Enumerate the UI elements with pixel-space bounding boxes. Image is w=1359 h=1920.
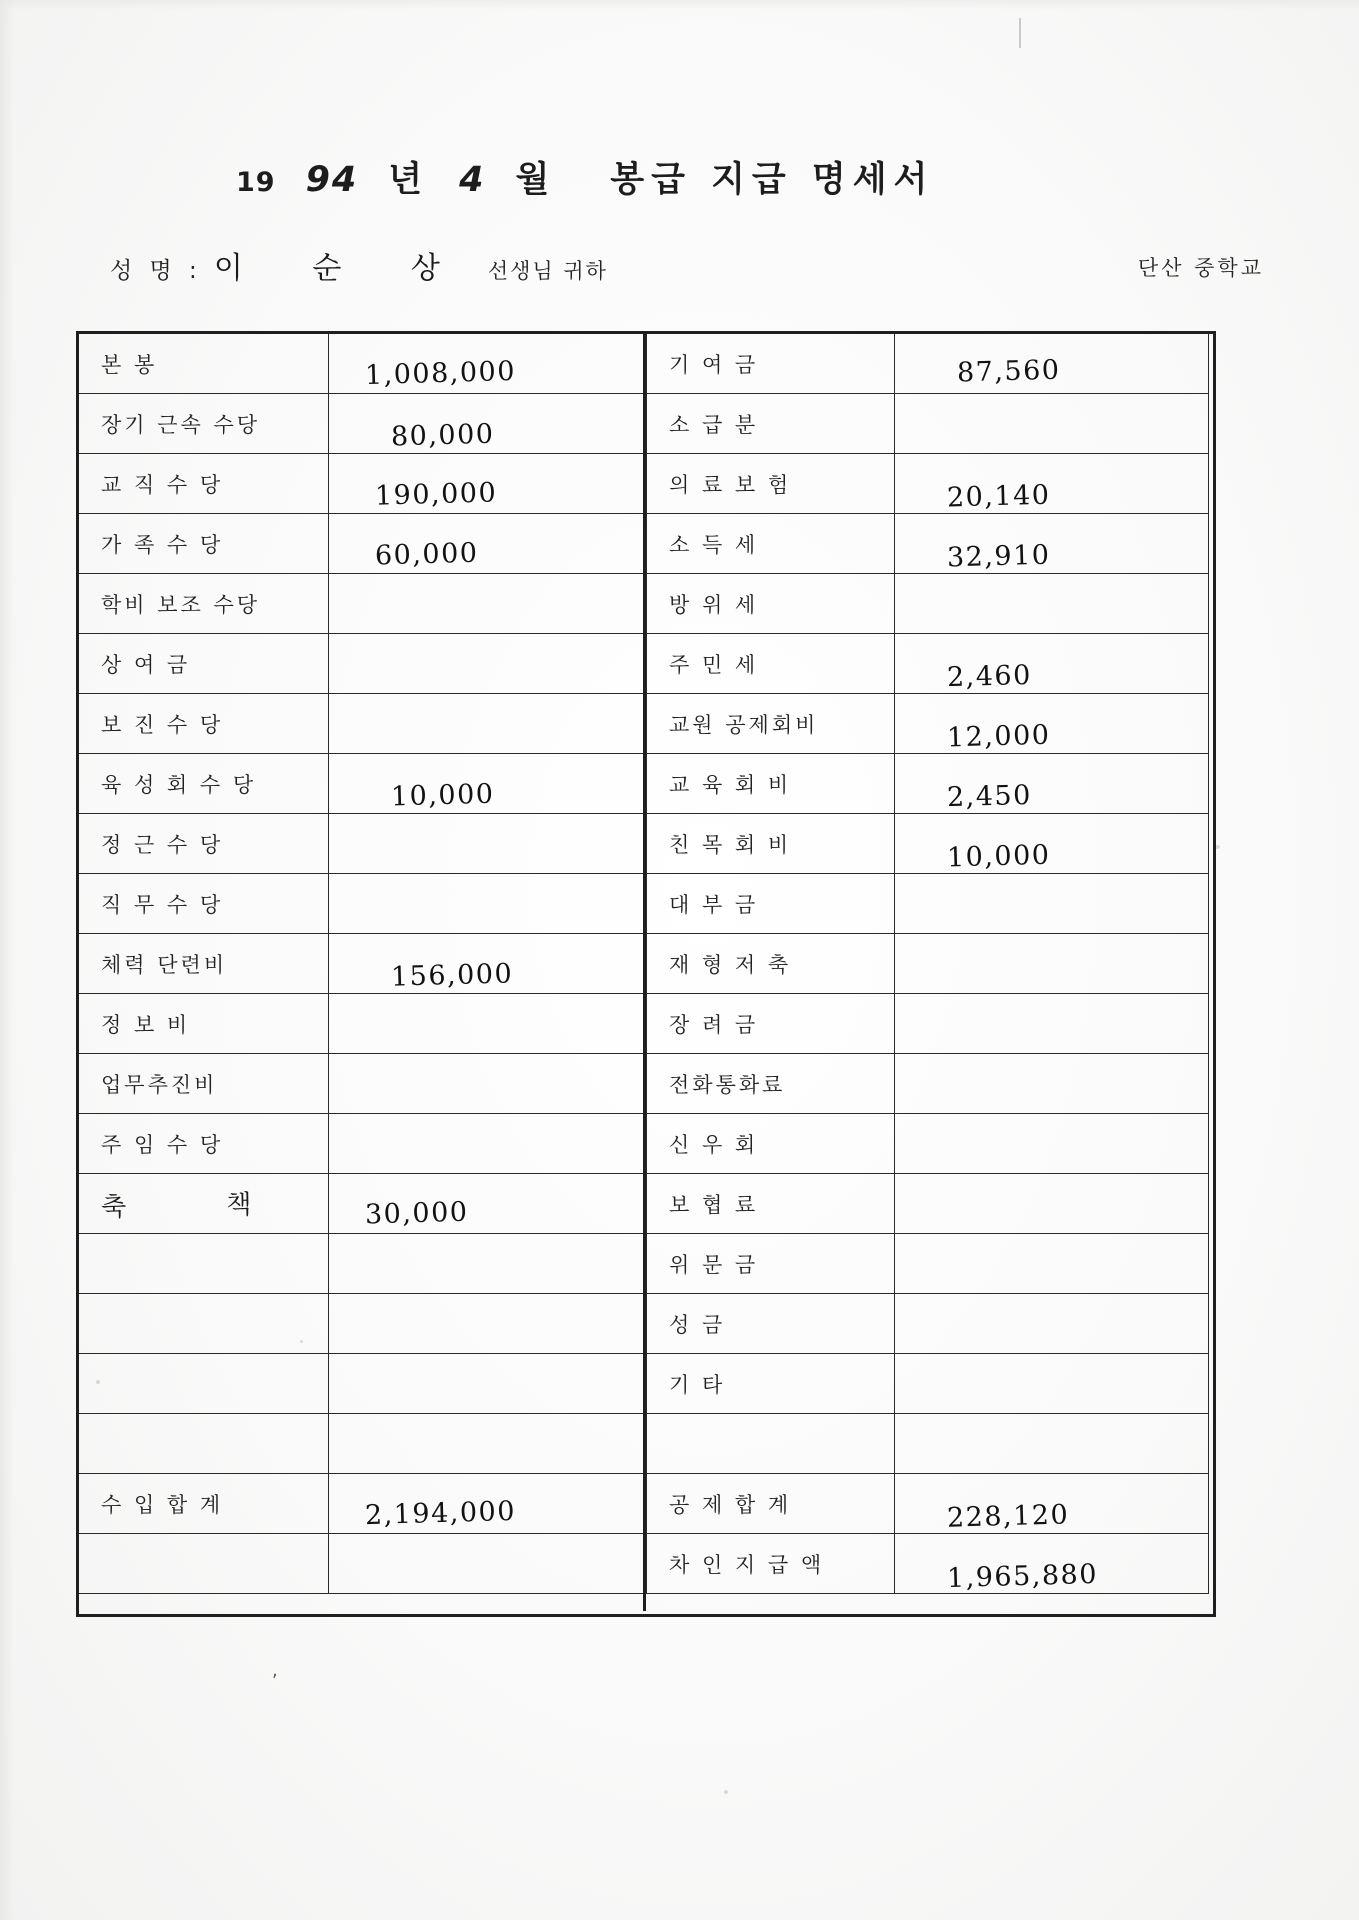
- table-row: [79, 454, 1209, 514]
- income-value-cell: [329, 454, 647, 514]
- income-amount: 1,008,000: [364, 355, 517, 392]
- income-amount: 10,000: [390, 778, 495, 813]
- scan-speck: [724, 1790, 728, 1794]
- deduction-label-cell: 친 목 회 비: [647, 814, 895, 874]
- deduction-label-cell: 소 득 세: [647, 514, 895, 574]
- income-value-cell: [329, 334, 647, 394]
- table-row: [79, 1294, 1209, 1354]
- deduction-label-cell: 소 급 분: [647, 394, 895, 454]
- income-label-cell: [79, 1534, 329, 1594]
- income-label-cell: 업무추진비: [79, 1054, 329, 1114]
- document-title: [236, 152, 1136, 202]
- deduction-value-cell: [895, 1294, 1209, 1354]
- income-label-cell: 육 성 회 수 당: [79, 754, 329, 814]
- deduction-label-cell: 의 료 보 험: [647, 454, 895, 514]
- deduction-value-cell: [895, 514, 1209, 574]
- deduction-value-cell: [895, 394, 1209, 454]
- deduction-value-cell: [895, 334, 1209, 394]
- income-label-cell: 가 족 수 당: [79, 514, 329, 574]
- income-label-cell: [79, 1354, 329, 1414]
- deduction-value-cell: [895, 814, 1209, 874]
- deduction-label-cell: 위 문 금: [647, 1234, 895, 1294]
- deduction-value-cell: [895, 1054, 1209, 1114]
- deduction-label-cell: 장 려 금: [647, 994, 895, 1054]
- name-honorific: 선생님 귀하: [487, 259, 608, 283]
- deduction-value-cell: [895, 1234, 1209, 1294]
- deduction-label-cell: 재 형 저 축: [647, 934, 895, 994]
- deduction-value-cell: [895, 1114, 1209, 1174]
- income-label-cell: 교 직 수 당: [79, 454, 329, 514]
- income-value-cell: [329, 1054, 647, 1114]
- table-row: [79, 634, 1209, 694]
- name-value: 이 순 상: [213, 251, 470, 286]
- deduction-value-cell: [895, 574, 1209, 634]
- income-value-cell: [329, 1534, 647, 1594]
- deduction-value-cell: [895, 1474, 1209, 1534]
- income-amount: 60,000: [374, 537, 479, 572]
- income-value-cell: [329, 574, 647, 634]
- deduction-label-cell: 기 여 금: [647, 334, 895, 394]
- deduction-value-cell: [895, 694, 1209, 754]
- income-value-cell: [329, 874, 647, 934]
- deduction-amount: 1,965,880: [946, 1558, 1099, 1595]
- title-year-unit: 년: [388, 160, 430, 200]
- income-label-cell: [79, 1174, 329, 1234]
- title-month: 4: [459, 160, 486, 200]
- paper-edge-shadow-top: [0, 0, 1359, 10]
- income-value-cell: [329, 814, 647, 874]
- table-row: [79, 754, 1209, 814]
- table-row: [79, 694, 1209, 754]
- table-row: [79, 1174, 1209, 1234]
- deduction-amount: 87,560: [956, 354, 1061, 389]
- income-value-cell: [329, 994, 647, 1054]
- income-label-cell: 학비 보조 수당: [79, 574, 329, 634]
- title-month-unit: 월: [515, 160, 557, 200]
- payslip-table-body: [79, 334, 1209, 1594]
- income-value-cell: [329, 1234, 647, 1294]
- income-value-cell: [329, 634, 647, 694]
- deduction-label-cell: 교원 공제회비: [647, 694, 895, 754]
- title-year: 94: [305, 160, 359, 200]
- income-label-handwritten: 축 책: [100, 1189, 298, 1223]
- income-amount: 30,000: [364, 1196, 469, 1231]
- payslip-table: [78, 333, 1209, 1594]
- deduction-value-cell: [895, 754, 1209, 814]
- income-label-cell: 주 임 수 당: [79, 1114, 329, 1174]
- deduction-value-cell: [895, 454, 1209, 514]
- table-row: [79, 1534, 1209, 1594]
- income-label-cell: 상 여 금: [79, 634, 329, 694]
- deduction-value-cell: [895, 994, 1209, 1054]
- income-amount: 2,194,000: [364, 1495, 517, 1532]
- income-value-cell: [329, 1174, 647, 1234]
- deduction-value-cell: [895, 874, 1209, 934]
- deduction-amount: 20,140: [946, 479, 1051, 514]
- income-value-cell: [329, 934, 647, 994]
- income-label-cell: 체력 단련비: [79, 934, 329, 994]
- income-amount: 80,000: [390, 418, 495, 453]
- table-row: [79, 934, 1209, 994]
- deduction-label-cell: 차 인 지 급 액: [647, 1534, 895, 1594]
- deduction-value-cell: [895, 934, 1209, 994]
- deduction-label-cell: 공 제 합 계: [647, 1474, 895, 1534]
- table-row: [79, 1414, 1209, 1474]
- deduction-amount: 2,460: [946, 659, 1033, 694]
- income-value-cell: [329, 754, 647, 814]
- income-value-cell: [329, 1354, 647, 1414]
- deduction-label-cell: [647, 1414, 895, 1474]
- income-value-cell: [329, 394, 647, 454]
- income-label-cell: 본 봉: [79, 334, 329, 394]
- table-row: [79, 1234, 1209, 1294]
- table-row: [79, 514, 1209, 574]
- income-value-cell: [329, 1294, 647, 1354]
- recipient-name-line: [110, 243, 608, 287]
- income-label-cell: 정 근 수 당: [79, 814, 329, 874]
- deduction-amount: 2,450: [946, 779, 1033, 814]
- table-row: [79, 394, 1209, 454]
- income-label-cell: 수 입 합 계: [79, 1474, 329, 1534]
- margin-tick-mark: [1019, 18, 1021, 48]
- income-label-cell: 장기 근속 수당: [79, 394, 329, 454]
- income-label-cell: 직 무 수 당: [79, 874, 329, 934]
- deduction-label-cell: 보 협 료: [647, 1174, 895, 1234]
- deduction-value-cell: [895, 1174, 1209, 1234]
- deduction-value-cell: [895, 1414, 1209, 1474]
- paper-edge-shadow-left: [0, 0, 14, 1920]
- income-value-cell: [329, 1414, 647, 1474]
- title-prefix: 19: [236, 167, 276, 198]
- organization-name: 단산 중학교: [1137, 256, 1264, 280]
- income-amount: 190,000: [374, 477, 498, 512]
- deduction-label-cell: 성 금: [647, 1294, 895, 1354]
- deduction-value-cell: [895, 1354, 1209, 1414]
- table-row: [79, 1054, 1209, 1114]
- deduction-amount: 10,000: [946, 839, 1051, 874]
- deduction-value-cell: [895, 1534, 1209, 1594]
- table-row: [79, 1474, 1209, 1534]
- income-value-cell: [329, 694, 647, 754]
- deduction-label-cell: 교 육 회 비: [647, 754, 895, 814]
- name-label: 성 명 :: [110, 258, 202, 284]
- deduction-label-cell: 신 우 회: [647, 1114, 895, 1174]
- income-value-cell: [329, 1114, 647, 1174]
- deduction-label-cell: 방 위 세: [647, 574, 895, 634]
- income-label-cell: [79, 1294, 329, 1354]
- income-value-cell: [329, 514, 647, 574]
- income-label-cell: 보 진 수 당: [79, 694, 329, 754]
- income-value-cell: [329, 1474, 647, 1534]
- deduction-amount: 32,910: [946, 539, 1051, 574]
- table-row: [79, 814, 1209, 874]
- scan-speck: [1215, 845, 1220, 849]
- deduction-label-cell: 대 부 금: [647, 874, 895, 934]
- table-row: [79, 1114, 1209, 1174]
- table-row: [79, 874, 1209, 934]
- deduction-label-cell: 기 타: [647, 1354, 895, 1414]
- table-row: [79, 334, 1209, 394]
- deduction-label-cell: 주 민 세: [647, 634, 895, 694]
- deduction-value-cell: [895, 634, 1209, 694]
- table-row: [79, 994, 1209, 1054]
- income-label-cell: [79, 1414, 329, 1474]
- table-row: [79, 574, 1209, 634]
- deduction-amount: 228,120: [946, 1499, 1070, 1534]
- income-label-cell: [79, 1234, 329, 1294]
- income-label-cell: 정 보 비: [79, 994, 329, 1054]
- deduction-label-cell: 전화통화료: [647, 1054, 895, 1114]
- title-main-text: 봉급 지급 명세서: [610, 160, 935, 200]
- income-amount: 156,000: [390, 958, 514, 993]
- deduction-amount: 12,000: [946, 719, 1051, 754]
- table-row: [79, 1354, 1209, 1414]
- footer-mark: ,: [272, 1660, 278, 1681]
